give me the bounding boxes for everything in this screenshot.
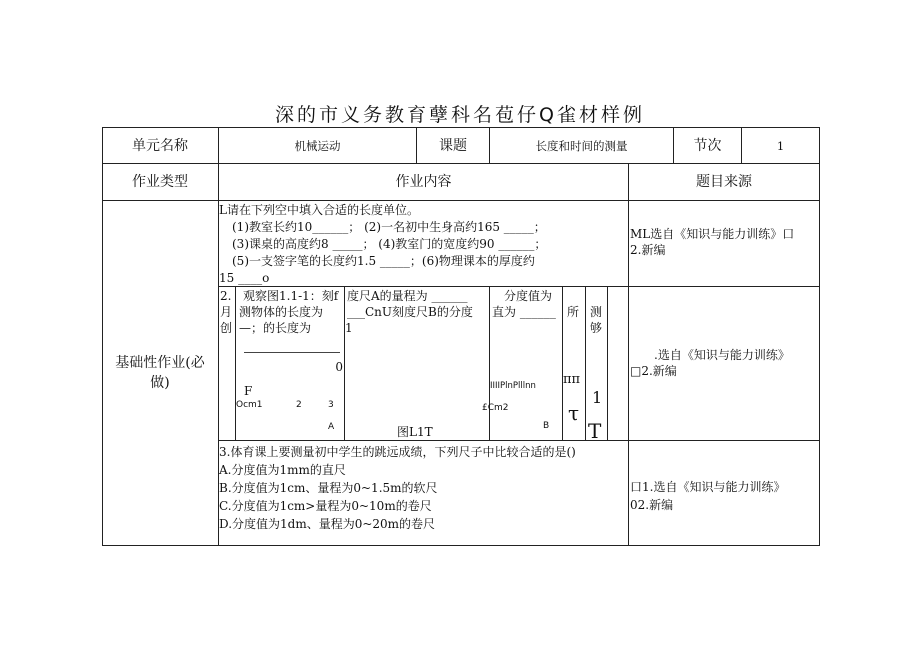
table-border-right — [819, 127, 820, 546]
row-divider — [218, 286, 820, 287]
q2-ruler-tick: 2 — [296, 400, 302, 410]
ruler-line — [244, 352, 340, 353]
q2-col6-t: T — [588, 419, 602, 443]
q1-line: (5)一支签字笔的长度约1.5 _____；(6)物理课本的厚度约 — [232, 254, 535, 268]
col-divider — [607, 286, 608, 441]
page-title: 深的市义务教育孽科名苞仔Q雀材样例 — [275, 104, 645, 126]
column-header-type: 作业类型 — [132, 174, 188, 190]
q2-zero: 0 — [335, 360, 343, 374]
q2-col5 — [563, 288, 585, 440]
q2-col6-one: 1 — [592, 388, 603, 407]
q3-stem: 3.体育课上要测量初中学生的跳远成绩，下列尺子中比较合适的是() — [219, 445, 576, 459]
unit-name-label: 单元名称 — [132, 137, 188, 154]
q2-col3-line: 度尺A的量程为 ______ — [347, 289, 468, 303]
q2-source-line: □2.新编 — [630, 364, 677, 378]
q2-ruler-a: A — [328, 422, 335, 432]
q3-source-line: 02.新编 — [630, 498, 674, 512]
q2-f: F — [244, 384, 253, 398]
topic-value: 长度和时间的测量 — [535, 138, 628, 153]
column-header-source: 题目来源 — [696, 174, 752, 190]
q2-col2-text: 观察图1.1-1：刻f测物体的长度为—；的长度为 — [239, 289, 339, 335]
q2-col3 — [345, 288, 489, 440]
q2-source — [630, 347, 818, 383]
q2-col1-line: 2. — [220, 289, 232, 303]
q2-col1-line: 月 — [220, 305, 233, 319]
figure-caption: 图L1T — [397, 425, 433, 439]
lesson-label: 节次 — [693, 137, 722, 154]
q2-col4-line: 直为 ______ — [492, 305, 556, 319]
q1-line: (3)课桌的高度约8 _____； (4)教室门的宽度约90 ______； — [232, 237, 547, 251]
q3-option: C.分度值为1cm>量程为0~10m的卷尺 — [219, 499, 432, 513]
tau-symbol: τ — [568, 401, 580, 425]
q2-col4-line: 分度值为 — [504, 289, 553, 303]
q1-source-line: 2.新编 — [630, 243, 666, 257]
q3-option: B.分度值为1cm、量程为0~1.5m的软尺 — [219, 481, 438, 495]
q2-col3-line: 1 — [345, 321, 353, 335]
q2-ruler-tick: 3 — [328, 400, 334, 410]
q3-source-line: 口1.选自《知识与能力训练》 — [630, 480, 786, 494]
q2-col6-top: 测够 — [590, 305, 603, 335]
lesson-value: 1 — [776, 138, 785, 153]
unit-name-value: 机械运动 — [294, 138, 341, 153]
q2-col3-line: ___CnU刻度尺B的分度 — [347, 305, 473, 319]
table-border-bottom — [102, 545, 820, 546]
q3-source — [630, 478, 818, 514]
q2-col6 — [586, 288, 607, 443]
ruler-b-scale: IIIIPlnPlllnn — [490, 381, 536, 391]
q1-source-line: ML选自《知识与能力训练》口 — [630, 227, 795, 241]
topic-label: 课题 — [439, 137, 467, 154]
row-divider — [218, 440, 820, 441]
q2-col4 — [482, 288, 562, 440]
q2-col1-line: 创 — [220, 321, 233, 335]
q2-ruler-tick: Ocm1 — [236, 400, 263, 410]
q2-col5-top: 所 — [567, 305, 580, 319]
question-3 — [219, 443, 627, 543]
pi-symbol: ππ — [563, 372, 581, 387]
q3-option: D.分度值为1dm、量程为0~20m的卷尺 — [219, 517, 436, 531]
q2-col2 — [236, 288, 344, 440]
column-header-content: 作业内容 — [395, 174, 452, 190]
q2-source-line: .选自《知识与能力训练》 — [654, 348, 790, 362]
ruler-b-cm: £Cm2 — [482, 403, 509, 413]
q3-option: A.分度值为1mm的直尺 — [219, 463, 346, 477]
col-divider — [628, 163, 629, 546]
q1-line: L请在下列空中填入合适的长度单位。 — [219, 203, 419, 217]
ruler-b-label: B — [543, 421, 550, 431]
q1-source — [630, 226, 818, 266]
category-cell: 基础性作业(必做) — [115, 355, 205, 391]
q1-line: 15 ____o — [219, 271, 270, 285]
q2-col1 — [220, 288, 235, 438]
q1-line: (1)教室长约10______； (2)一名初中生身高约165 _____； — [232, 220, 546, 234]
question-1 — [219, 202, 627, 286]
